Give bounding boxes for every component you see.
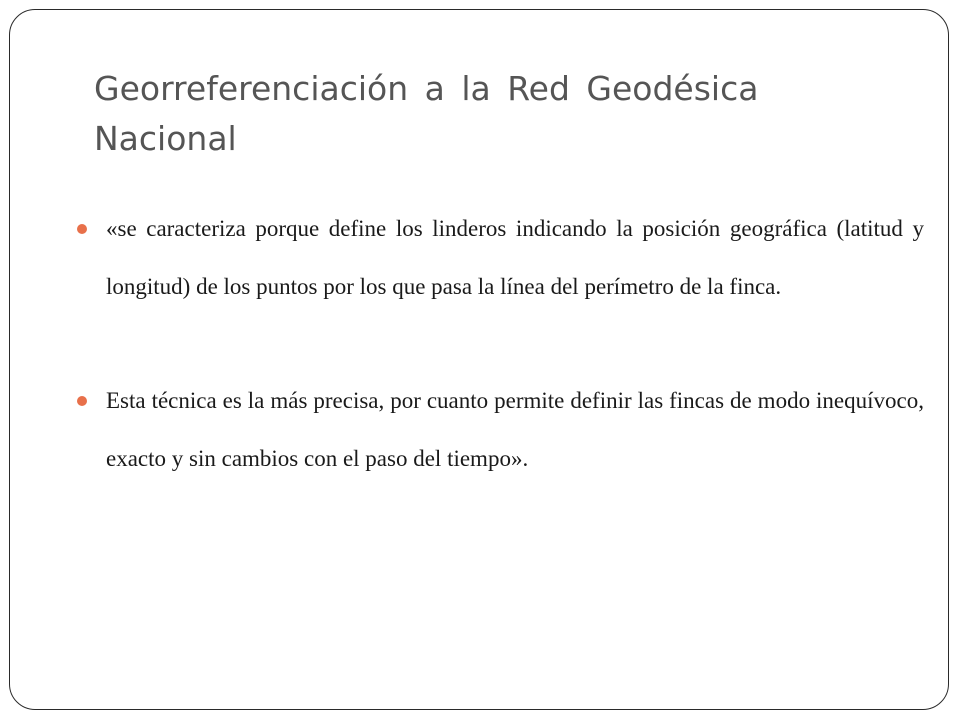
- slide-frame: [9, 9, 949, 710]
- bullet-text: «se caracteriza porque define los linderos indicando la posición geográfica (latitud y longitud) de los puntos por los que pasa la línea del perímetro de la finca.: [106, 216, 924, 299]
- bullet-item: [74, 200, 924, 316]
- bullet-dot-icon: [77, 224, 87, 234]
- slide-title: Georreferenciación a la Red Geodésica Nacional: [94, 69, 759, 158]
- bullet-dot-icon: [77, 396, 87, 406]
- bullet-item: [74, 372, 924, 488]
- bullet-text: Esta técnica es la más precisa, por cuanto permite definir las fincas de modo inequívoco, exacto y sin cambios con el paso del tiempo».: [106, 388, 924, 471]
- bullet-list: [74, 200, 924, 488]
